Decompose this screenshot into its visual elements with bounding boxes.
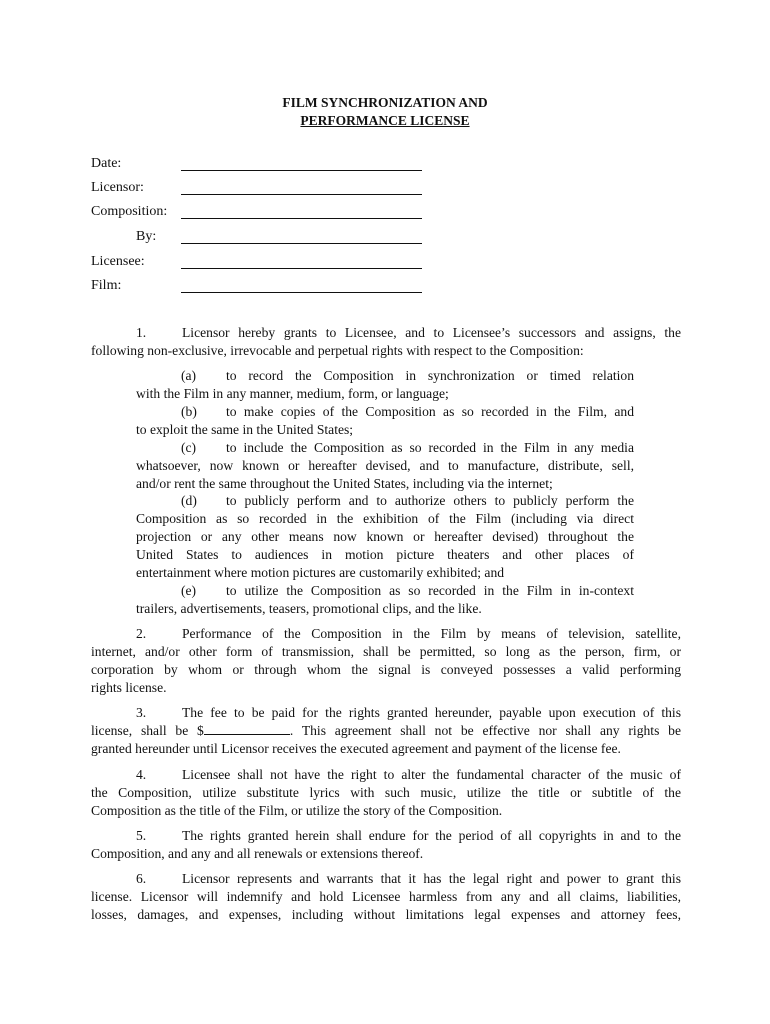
clause-b-label: (b) — [181, 404, 197, 419]
composition-label: Composition: — [91, 204, 168, 219]
clause-c-line-3: and/or rent the same throughout the United States, including via the internet; — [136, 476, 553, 491]
date-label: Date: — [91, 156, 122, 171]
licensee-field — [91, 253, 431, 271]
section-3 — [91, 704, 681, 758]
fee-blank-line[interactable] — [204, 722, 290, 735]
clause-d-text-1: to publicly perform and to authorize others to publicly perform the — [226, 493, 634, 508]
section-4-line-2: the Composition, utilize substitute lyrics with such music, utilize the title or subtitle of the — [91, 785, 681, 800]
section-4 — [91, 766, 681, 820]
section-2-line-1 — [91, 625, 681, 643]
clause-b-line-1 — [136, 403, 634, 421]
section-2-line-3: corporation by whom or through whom the signal is conveyed possesses a valid performing — [91, 662, 681, 677]
section-3-line-1 — [91, 704, 681, 722]
section-1-text-1: Licensor hereby grants to Licensee, and to Licensee’s successors and assigns, the — [182, 325, 681, 340]
clause-c-line-2: whatsoever, now known or hereafter devised, and to manufacture, distribute, sell, — [136, 458, 634, 473]
section-5 — [91, 827, 681, 863]
section-4-line-3: Composition as the title of the Film, or utilize the story of the Composition. — [91, 803, 503, 818]
clause-d-label: (d) — [181, 493, 197, 508]
section-3-number: 3. — [136, 705, 147, 720]
date-field — [91, 155, 431, 173]
section-5-line-2: Composition, and any and all renewals or extensions thereof. — [91, 846, 424, 861]
clause-d-line-2: Composition as so recorded in the exhibition of the Film (including via direct — [136, 511, 634, 526]
film-blank-line[interactable] — [181, 292, 422, 293]
section-5-text-1: The rights granted herein shall endure for the period of all copyrights in and to the — [182, 828, 681, 843]
section-6 — [91, 870, 681, 924]
composition-field — [91, 203, 431, 221]
clause-e-line-2: trailers, advertisements, teasers, promotional clips, and the like. — [136, 601, 482, 616]
clause-a — [136, 367, 634, 403]
clause-a-line-2: with the Film in any manner, medium, form, or language; — [136, 386, 449, 401]
date-blank-line[interactable] — [181, 170, 422, 171]
document-title-line-1: FILM SYNCHRONIZATION AND — [282, 95, 488, 110]
clause-d-line-1 — [136, 492, 634, 510]
section-1-line-2: following non-exclusive, irrevocable and perpetual rights with respect to the Composition: — [91, 343, 584, 358]
clause-b — [136, 403, 634, 439]
composition-blank-line[interactable] — [181, 218, 422, 219]
section-5-line-1 — [91, 827, 681, 845]
clause-b-line-2: to exploit the same in the United States; — [136, 422, 354, 437]
licensee-label: Licensee: — [91, 254, 145, 269]
clause-d-line-4: United States to audiences in motion picture theaters and other places of — [136, 547, 634, 562]
clause-e-text-1: to utilize the Composition as so recorded in the Film in in-context — [226, 583, 634, 598]
clause-a-text-1: to record the Composition in synchronization or timed relation — [226, 368, 634, 383]
section-1-number: 1. — [136, 325, 147, 340]
clause-e-line-1 — [136, 582, 634, 600]
section-3-text-2a: license, shall be $ — [91, 723, 204, 738]
section-6-line-2: license. Licensor will indemnify and hold Licensee harmless from any and all claims, liabilities, — [91, 889, 681, 904]
section-2 — [91, 625, 681, 697]
clause-e-label: (e) — [181, 583, 197, 598]
section-4-number: 4. — [136, 767, 147, 782]
clause-c — [136, 439, 634, 493]
clause-a-label: (a) — [181, 368, 197, 383]
clause-d-line-5: entertainment where motion pictures are customarily exhibited; and — [136, 565, 505, 580]
section-6-line-3: losses, damages, and expenses, including without limitations legal expenses and attorney fees, — [91, 907, 681, 922]
section-1-line-1 — [91, 324, 681, 342]
film-label: Film: — [91, 278, 122, 293]
clause-d-line-3: projection or any other means now known or hereafter devised) throughout the — [136, 529, 634, 544]
section-3-text-1: The fee to be paid for the rights granted hereunder, payable upon execution of this — [182, 705, 681, 720]
licensor-label: Licensor: — [91, 180, 144, 195]
clause-e — [136, 582, 634, 618]
clause-d — [136, 492, 634, 582]
licensor-field — [91, 179, 431, 197]
document-title-line-2: PERFORMANCE LICENSE — [300, 113, 470, 128]
section-2-line-2: internet, and/or other form of transmission, shall be permitted, so long as the person, firm, or — [91, 644, 681, 659]
clause-a-line-1 — [136, 367, 634, 385]
section-6-number: 6. — [136, 871, 147, 886]
section-5-number: 5. — [136, 828, 147, 843]
clause-b-text-1: to make copies of the Composition as so recorded in the Film, and — [226, 404, 634, 419]
section-4-text-1: Licensee shall not have the right to alter the fundamental character of the music of — [182, 767, 681, 782]
by-blank-line[interactable] — [181, 243, 422, 244]
by-field — [91, 228, 431, 246]
section-2-text-1: Performance of the Composition in the Film by means of television, satellite, — [182, 626, 681, 641]
section-3-line-3: granted hereunder until Licensor receives the executed agreement and payment of the license fee. — [91, 741, 621, 756]
licensee-blank-line[interactable] — [181, 268, 422, 269]
licensor-blank-line[interactable] — [181, 194, 422, 195]
section-6-line-1 — [91, 870, 681, 888]
by-label: By: — [136, 229, 157, 244]
section-2-number: 2. — [136, 626, 147, 641]
film-field — [91, 277, 431, 295]
section-3-line-2 — [91, 722, 681, 740]
section-2-line-4: rights license. — [91, 680, 167, 695]
clause-c-label: (c) — [181, 440, 197, 455]
section-4-line-1 — [91, 766, 681, 784]
clause-c-line-1 — [136, 439, 634, 457]
clause-c-text-1: to include the Composition as so recorded in the Film in any media — [226, 440, 634, 455]
section-1 — [91, 324, 681, 360]
section-6-text-1: Licensor represents and warrants that it has the legal right and power to grant this — [182, 871, 681, 886]
section-3-text-2b: . This agreement shall not be effective nor shall any rights be — [289, 723, 681, 738]
